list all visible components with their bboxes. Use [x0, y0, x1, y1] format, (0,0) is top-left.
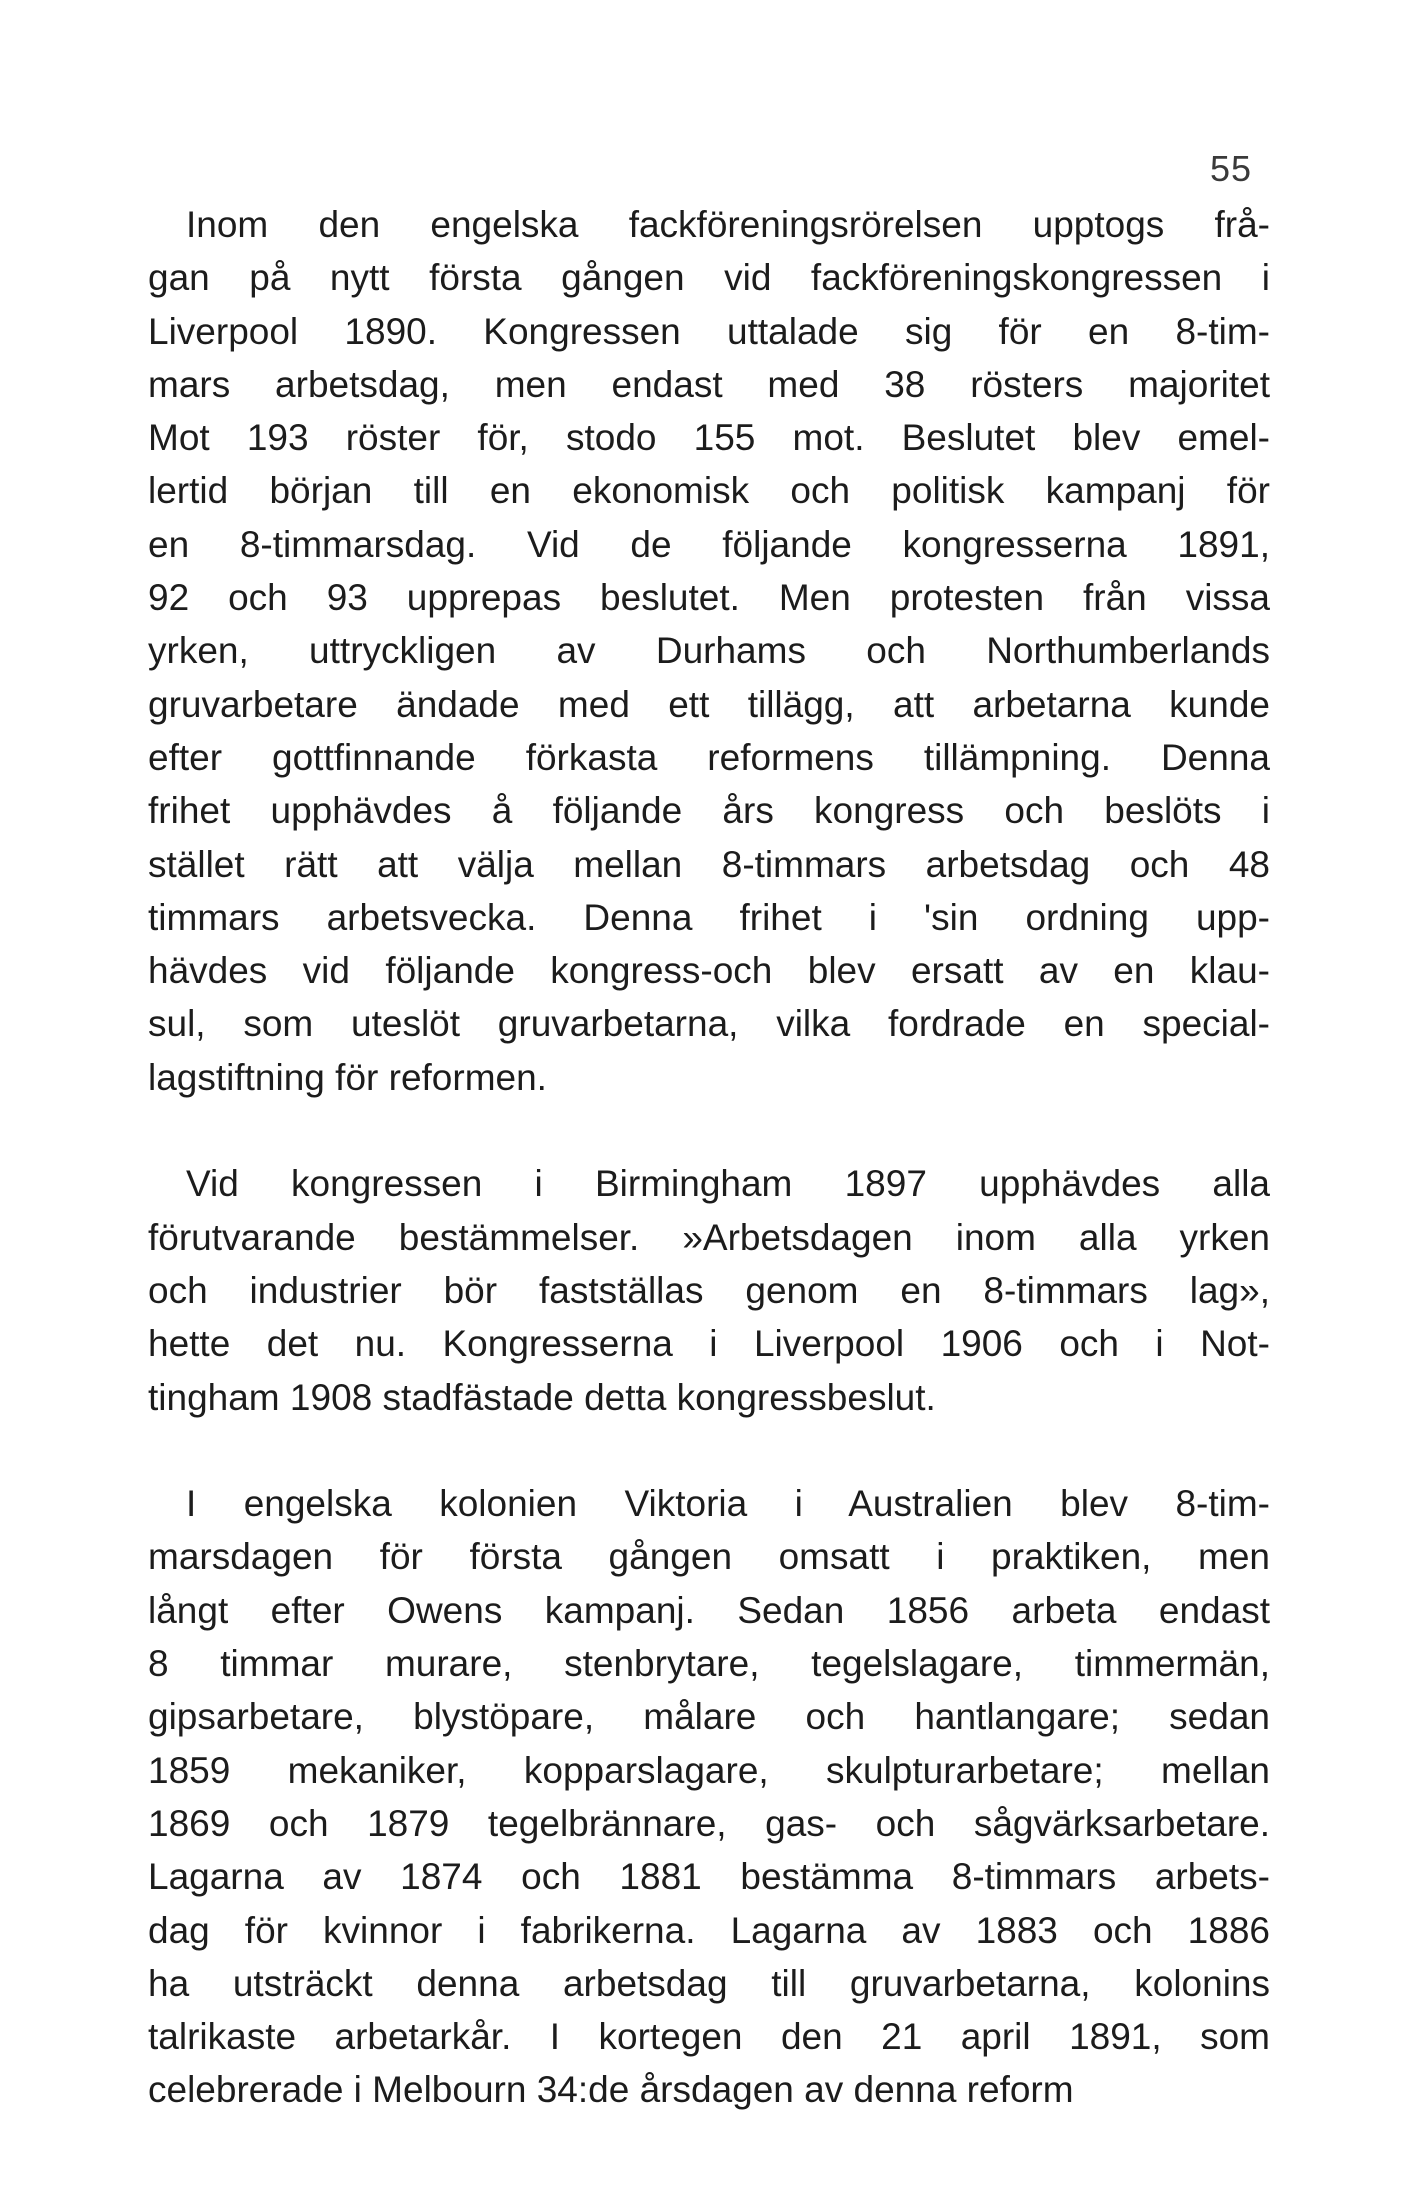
text-line: efter gottfinnande förkasta reformens tillämpning. Denna	[148, 736, 1270, 778]
text-line: celebrerade i Melbourn 34:de årsdagen av denna reform	[148, 2069, 1074, 2111]
text-line: Liverpool 1890. Kongressen uttalade sig för en 8-tim-	[148, 310, 1270, 352]
text-line: ha utsträckt denna arbetsdag till gruvarbetarna, kolonins	[148, 1962, 1270, 2004]
text-line: 1869 och 1879 tegelbrännare, gas- och sågvärksarbetare.	[148, 1802, 1270, 1844]
text-line: talrikaste arbetarkår. I kortegen den 21 april 1891, som	[148, 2016, 1270, 2058]
text-line: lagstiftning för reformen.	[148, 1056, 547, 1098]
text-line: Mot 193 röster för, stodo 155 mot. Beslutet blev emel-	[148, 417, 1270, 459]
text-line: frihet upphävdes å följande års kongress och beslöts i	[148, 790, 1270, 832]
text-line: hävdes vid följande kongress-och blev ersatt av en klau-	[148, 950, 1270, 992]
text-line: och industrier bör fastställas genom en 8-timmars lag»,	[148, 1269, 1270, 1311]
text-line: I engelska kolonien Viktoria i Australien blev 8-tim-	[186, 1483, 1270, 1525]
text-line: Lagarna av 1874 och 1881 bestämma 8-timmars arbets-	[148, 1856, 1270, 1898]
body-text	[148, 198, 1270, 2170]
text-line: lertid början till en ekonomisk och politisk kampanj för	[148, 470, 1270, 512]
text-line: marsdagen för första gången omsatt i praktiken, men	[148, 1536, 1270, 1578]
text-line: timmars arbetsvecka. Denna frihet i 'sin ordning upp-	[148, 896, 1270, 938]
text-line: 8 timmar murare, stenbrytare, tegelslagare, timmermän,	[148, 1643, 1270, 1685]
text-line: sul, som uteslöt gruvarbetarna, vilka fordrade en special-	[148, 1003, 1270, 1045]
text-line: gipsarbetare, blystöpare, målare och hantlangare; sedan	[148, 1696, 1270, 1738]
text-line: Vid kongressen i Birmingham 1897 upphävdes alla	[186, 1163, 1270, 1205]
text-line: långt efter Owens kampanj. Sedan 1856 arbeta endast	[148, 1589, 1270, 1631]
text-line: gruvarbetare ändade med ett tillägg, att arbetarna kunde	[148, 683, 1270, 725]
text-line: mars arbetsdag, men endast med 38 rösters majoritet	[148, 363, 1270, 405]
text-line: yrken, uttryckligen av Durhams och Northumberlands	[148, 630, 1270, 672]
text-line: dag för kvinnor i fabrikerna. Lagarna av 1883 och 1886	[148, 1909, 1270, 1951]
paragraph-3	[148, 1477, 1270, 2117]
text-line: förutvarande bestämmelser. »Arbetsdagen inom alla yrken	[148, 1216, 1270, 1258]
text-line: tingham 1908 stadfästade detta kongressbeslut.	[148, 1376, 936, 1418]
text-line: hette det nu. Kongresserna i Liverpool 1906 och i Not-	[148, 1323, 1270, 1365]
paragraph-2	[148, 1157, 1270, 1423]
text-line: en 8-timmarsdag. Vid de följande kongresserna 1891,	[148, 523, 1270, 565]
text-line: stället rätt att välja mellan 8-timmars arbetsdag och 48	[148, 843, 1270, 885]
page-number: 55	[1209, 148, 1252, 189]
paragraph-1	[148, 198, 1270, 1104]
text-line: gan på nytt första gången vid fackföreningskongressen i	[148, 257, 1270, 299]
text-line: Inom den engelska fackföreningsrörelsen upptogs frå-	[186, 204, 1270, 245]
text-line: 92 och 93 upprepas beslutet. Men protesten från vissa	[148, 577, 1270, 619]
text-line: 1859 mekaniker, kopparslagare, skulpturarbetare; mellan	[148, 1749, 1270, 1791]
